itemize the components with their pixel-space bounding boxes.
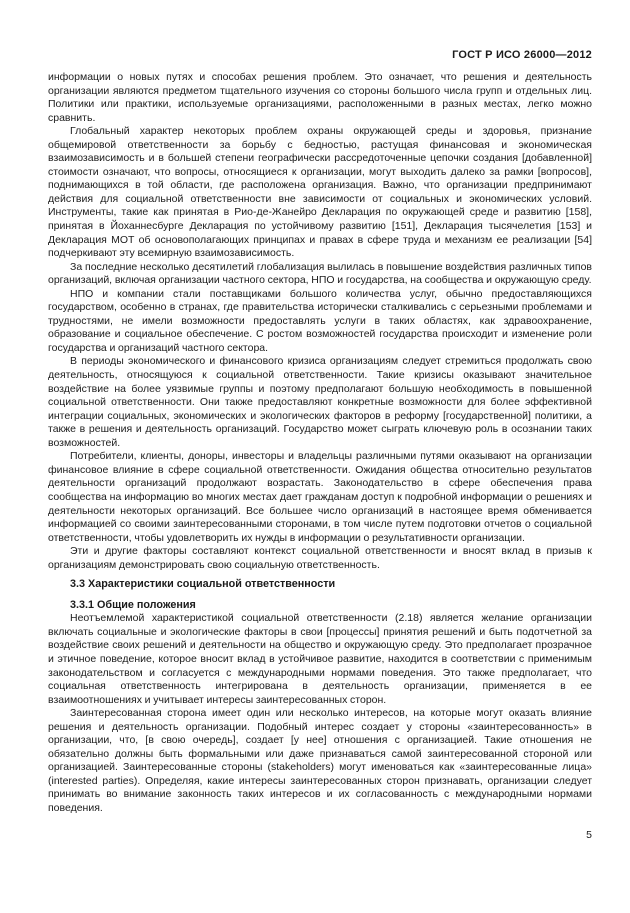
body-paragraph: НПО и компании стали поставщиками большого количества услуг, обычно предоставляющихся государством, особенно в странах, где правительства исторически сталкивались с серьезными проблемами и трудностями, не имели возможности предоставлять услуги в таких областях, как здравоохранение, образование и социальное обеспечение. С ростом возможностей государства происходит и изменение роли государства и организаций частного сектора. <box>48 287 592 354</box>
body-paragraph: Неотъемлемой характеристикой социальной ответственности (2.18) является желание организации включать социальные и экологические факторы в свои [процессы] принятия решений и быть подотчетной за воздействие своих решений и деятельности на общество и окружающую среду. Это предполагает прозрачное и этичное поведение, которое вносит вклад в устойчивое развитие, находится в соответствии с применимым законодательством и согласуется с международными нормами поведения. Это также предполагает, что социальная ответственность интегрирована в деятельность организации, применяется в ее взаимоотношениях и учитывает интересы заинтересованных сторон. <box>48 612 592 706</box>
body-paragraph: За последние несколько десятилетий глобализация вылилась в повышение воздействия различных типов организаций, включая организации частного сектора, НПО и государства, на сообщества и окружающую среду. <box>48 260 592 287</box>
body-paragraph: В периоды экономического и финансового кризиса организациям следует стремиться продолжать свою деятельность, относящуюся к социальной ответственности. Такие кризисы оказывают значительное воздействие на более уязвимые группы и поэтому предполагают большую необходимость в повышенной социальной ответственности. Они также предоставляют конкретные возможности для более эффективной интеграции социальных, экономических и экологических факторов в реформу [государственной] политики, а также в решения и деятельность организаций. Государство может сыграть ключевую роль в осознании таких возможностей. <box>48 355 592 449</box>
page-body <box>48 71 592 816</box>
body-paragraph: Заинтересованная сторона имеет один или несколько интересов, на которые могут оказать влияние решения и деятельность организации. Подобный интерес создает у стороны «заинтересованность» в организации, что, [в свою очередь], создает [у нее] отношения с организацией. Такие отношения не обязательно должны быть формальными или даже признаваться самой заинтересованной стороной или организацией. Заинтересованные стороны (stakeholders) могут именоваться как «заинтересованные лица» (interested parties). Определяя, какие интересы заинтересованных сторон признавать, организации следует принимать во внимание законность таких интересов и их согласованность с международными нормами поведения. <box>48 707 592 814</box>
section-heading: 3.3 Характеристики социальной ответственности <box>70 578 336 591</box>
body-paragraph: информации о новых путях и способах решения проблем. Это означает, что решения и деятельность организации являются предметом тщательного изучения со стороны большого числа групп и отдельных лиц. Политики или практики, используемые организациями, расположенными в разных местах, легко можно сравнить. <box>48 71 592 124</box>
document-code: ГОСТ Р ИСО 26000—2012 <box>452 49 592 61</box>
subsection-heading: 3.3.1 Общие положения <box>70 598 196 611</box>
page-number: 5 <box>586 829 592 841</box>
running-header <box>48 49 592 61</box>
body-paragraph: Эти и другие факторы составляют контекст социальной ответственности и вносят вклад в призыв к организациям демонстрировать свою социальную ответственность. <box>48 545 592 571</box>
body-paragraph: Глобальный характер некоторых проблем охраны окружающей среды и здоровья, признание общемировой ответственности за борьбу с бедностью, растущая финансовая и экономическая взаимозависимость и в большей степени географически рассредоточенные цепочки создания [добавленной] стоимости означают, что вопросы, относящиеся к организации, могут выходить далеко за рамки [вопросов], поднимающихся в той области, где расположена организация. Важно, что организации предпринимают действия для социальной ответственности вне зависимости от социальных и экономических условий. Инструменты, такие как принятая в Рио-де-Жанейро Декларация по окружающей среде и развитию [158], принятая в Йоханнесбурге Декларация по устойчивому развитию [151], Декларация тысячелетия [153] и Декларация МОТ об основополагающих принципах и правах в сфере труда и механизм ее реализации [54] подчеркивают эту всемирную взаимозависимость. <box>48 125 592 260</box>
body-paragraph: Потребители, клиенты, доноры, инвесторы и владельцы различными путями оказывают на организации финансовое влияние в сфере социальной ответственности. Ожидания общества относительно результатов деятельности организаций продолжают возрастать. Законодательство в сфере обеспечения права сообщества на информацию во многих местах дает гражданам доступ к подробной информации о решениях и деятельности некоторых организаций. Все большее число организаций в настоящее время обменивается информацией со своими заинтересованными сторонами, в том числе путем подготовки отчетов о социальной ответственности, чтобы удовлетворить их нужды в информации о результативности организации. <box>48 450 592 544</box>
